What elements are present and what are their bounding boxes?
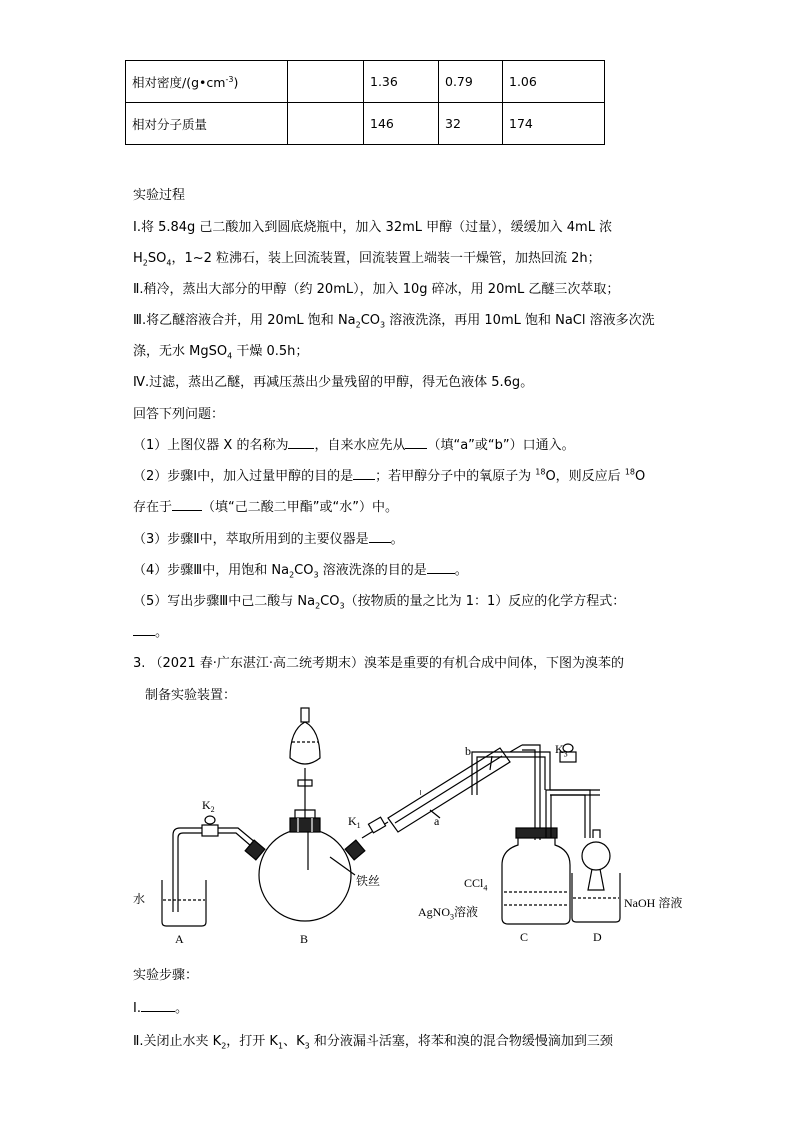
problem-3-header: 3. （2021 春·广东湛江·高二统考期末）溴苯是重要的有机合成中间体，下图为溴苯的: [133, 656, 625, 671]
question-5-cont: 。: [133, 621, 168, 640]
process-step-2: Ⅱ.稍冷，蒸出大部分的甲醇（约 20mL），加入 10g 碎冰，用 20mL 乙醚三次萃取；: [133, 282, 620, 297]
inverted-funnel: [582, 842, 610, 870]
problem-3-header-cont: 制备实验装置：: [145, 688, 237, 703]
label-port-b: b: [465, 744, 471, 758]
answer-blank[interactable]: [353, 467, 375, 480]
table-cell: 32: [439, 103, 503, 145]
stopcock-k1[interactable]: [368, 817, 385, 833]
table-cell: 0.79: [439, 61, 503, 103]
table-cell: 174: [503, 103, 605, 145]
table-cell: 1.06: [503, 61, 605, 103]
steps-title: 实验步骤：: [133, 968, 199, 983]
label-c: C: [520, 930, 529, 944]
table-cell: 相对密度$/(g•cm^{-3})$: [126, 61, 288, 103]
label-naoh: NaOH 溶液: [624, 896, 683, 910]
table-row: [126, 61, 605, 103]
question-5: （5）写出步骤Ⅲ中己二酸与 $Na_2CO_3$（按物质的量之比为 1：1）反应的化学方程式：: [133, 594, 626, 611]
step-2: Ⅱ.关闭止水夹 $K_2$，打开 $K_1$、$K_3$ 和分液漏斗活塞，将苯和溴的混合物缓慢滴加到三颈: [133, 1034, 613, 1051]
label-agno3: AgNO$_3$溶液: [418, 905, 479, 922]
answer-blank[interactable]: [172, 498, 202, 511]
answer-blank[interactable]: [141, 999, 175, 1012]
three-neck-flask: [259, 829, 351, 921]
process-step-4: Ⅳ.过滤，蒸出乙醚，再减压蒸出少量残留的甲醇，得无色液体 5.6g。: [133, 375, 534, 390]
step-1: Ⅰ. 。: [133, 1001, 188, 1016]
tube-a-b: [173, 828, 262, 912]
label-ccl4: CCl$_4$: [464, 876, 488, 893]
process-step-3-cont: 涤，无水 MgSO$_4$ 干燥 0.5h；: [133, 344, 309, 361]
answer-blank[interactable]: [288, 436, 314, 449]
answer-blank[interactable]: [427, 561, 455, 574]
label-k3: $K_3$: [555, 742, 568, 759]
label-a: A: [175, 932, 184, 945]
tube-to-d: [550, 790, 590, 838]
question-1: （1）上图仪器 X 的名称为 ，自来水应先从 （填“a”或“b”）口通入。: [133, 438, 575, 453]
table-cell: [288, 61, 364, 103]
answer-blank[interactable]: [405, 436, 427, 449]
table-cell: [288, 103, 364, 145]
table-row: [126, 103, 605, 145]
question-2: （2）步骤Ⅰ中，加入过量甲醇的目的是 ；若甲醇分子中的氧原子为 $^{18}$O，则反应后 $^{18}$O: [133, 467, 646, 484]
label-iron-wire: 铁丝: [356, 874, 381, 888]
process-step-1-cont: $H_2SO_4$，1~2 粒沸石，装上回流装置，回流装置上端装一干燥管，加热回流 2h；: [133, 251, 601, 268]
separatory-funnel[interactable]: [290, 722, 320, 764]
label-port-a: a: [434, 814, 440, 828]
table-cell: 相对分子质量: [126, 103, 288, 145]
label-b: B: [300, 932, 309, 945]
beaker-a: [162, 880, 206, 926]
stopcock-k2[interactable]: [202, 825, 218, 836]
table-cell: 146: [364, 103, 439, 145]
answer-blank[interactable]: [133, 623, 155, 636]
label-k1: $K_1$: [348, 814, 361, 830]
label-d: D: [593, 930, 602, 944]
question-4: （4）步骤Ⅲ中，用饱和 $Na_2CO_3$ 溶液洗涤的目的是 。: [133, 563, 468, 580]
label-k2: $K_2$: [202, 798, 215, 814]
question-2-cont: 存在于 （填“己二酸二甲酯”或“水”）中。: [133, 500, 398, 515]
questions-intro: 回答下列问题：: [133, 407, 225, 422]
property-table: [125, 60, 605, 145]
table-cell: 1.36: [364, 61, 439, 103]
process-step-1: Ⅰ.将 5.84g 己二酸加入到圆底烧瓶中，加入 32mL 甲醇（过量），缓缓加入 4mL 浓: [133, 220, 613, 235]
question-3: （3）步骤Ⅱ中，萃取所用到的主要仪器是 。: [133, 532, 404, 547]
process-title: 实验过程: [133, 188, 186, 203]
label-water: 水: [133, 892, 146, 906]
process-step-3: Ⅲ.将乙醚溶液合并，用 20mL 饱和 $Na_2CO_3$ 溶液洗涤，再用 10mL 饱和 NaCl 溶液多次洗: [133, 313, 655, 330]
stopper: [290, 818, 320, 832]
answer-blank[interactable]: [369, 530, 391, 543]
